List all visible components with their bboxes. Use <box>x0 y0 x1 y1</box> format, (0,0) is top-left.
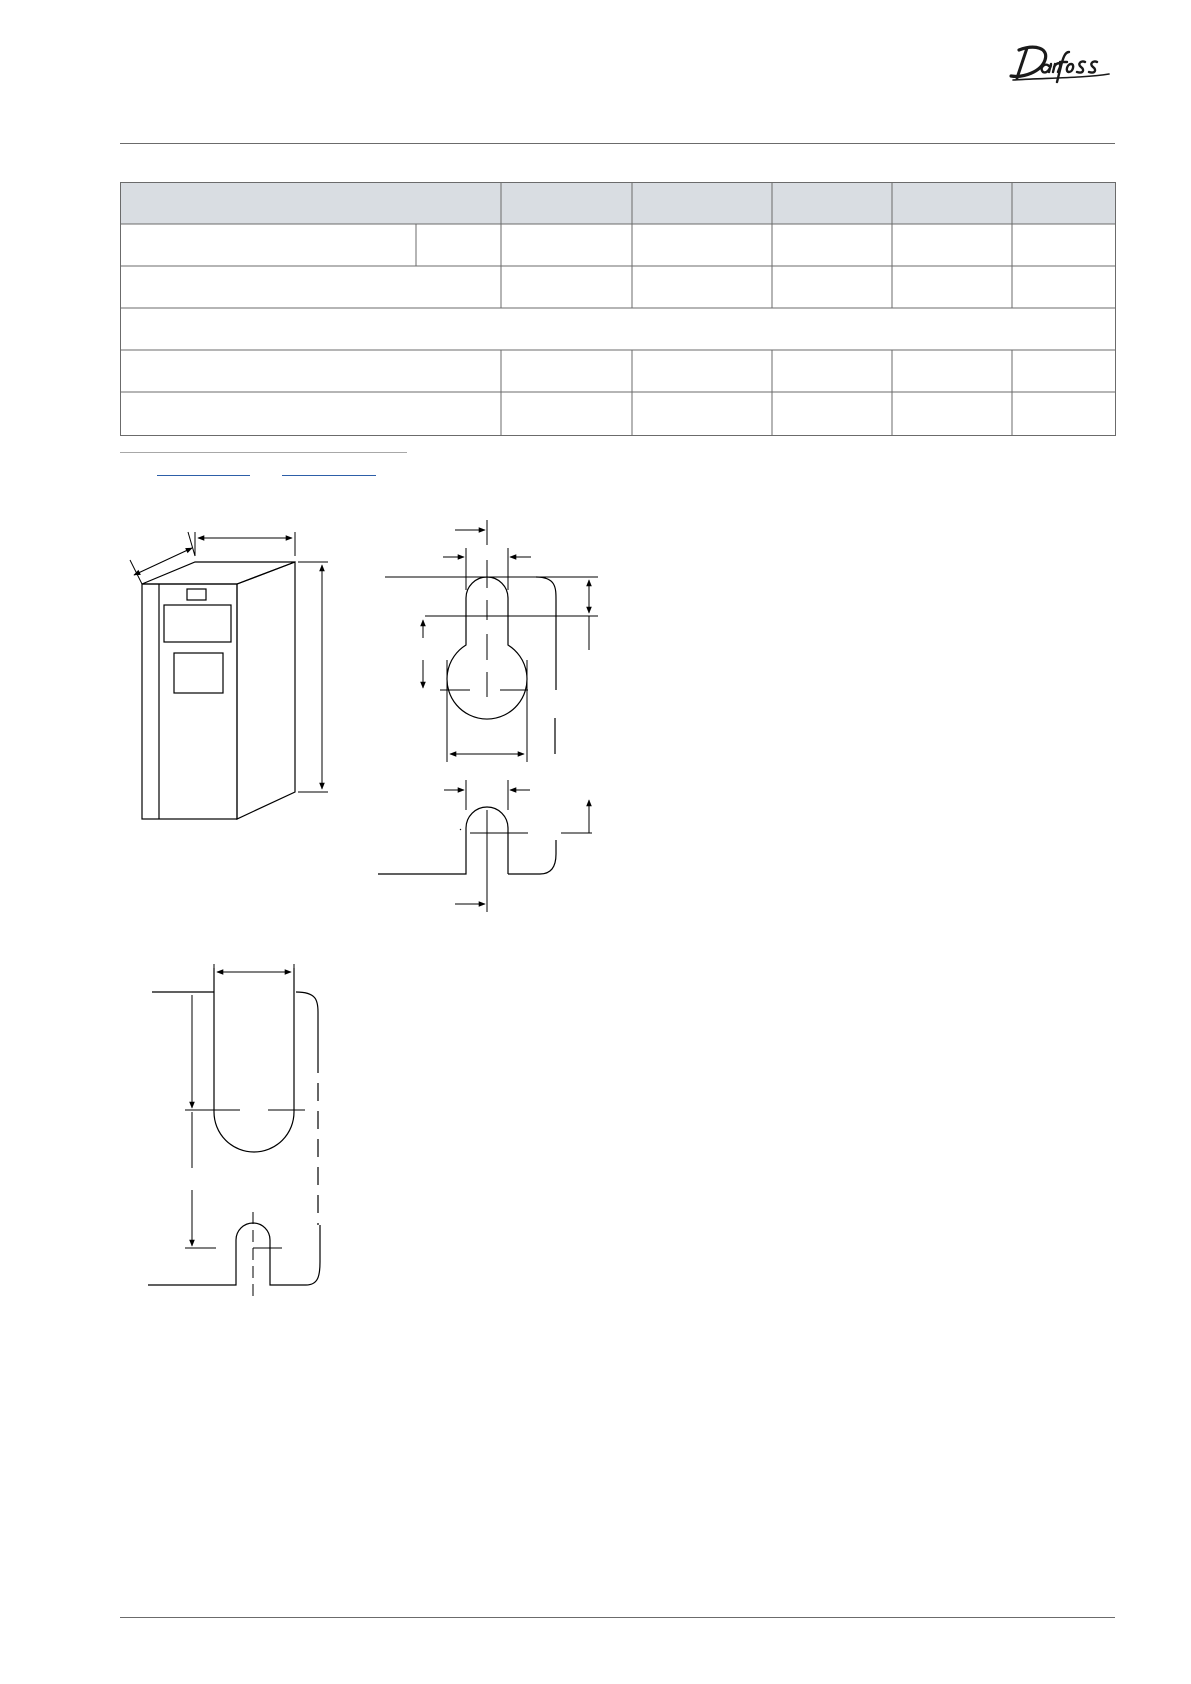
slot-detail-upper <box>378 807 556 874</box>
header-rule <box>120 143 1115 144</box>
reference-link[interactable] <box>157 475 250 476</box>
keyhole-dimensions <box>385 530 598 762</box>
slot-detail-lower-dimensions <box>185 964 305 1300</box>
spec-table <box>120 182 1116 436</box>
table-header-row <box>120 182 1116 224</box>
enclosure-dimension-drawing <box>0 490 640 1320</box>
keyhole-centerlines <box>440 520 528 697</box>
slot-detail-lower <box>148 968 320 1285</box>
footnote-rule <box>120 452 407 453</box>
danfoss-logo-icon <box>1005 40 1115 86</box>
enclosure-dimensions <box>130 532 328 792</box>
keyhole-detail <box>447 577 556 754</box>
enclosure-view <box>142 562 295 819</box>
reference-link[interactable] <box>282 475 376 476</box>
footer-rule <box>120 1617 1115 1618</box>
